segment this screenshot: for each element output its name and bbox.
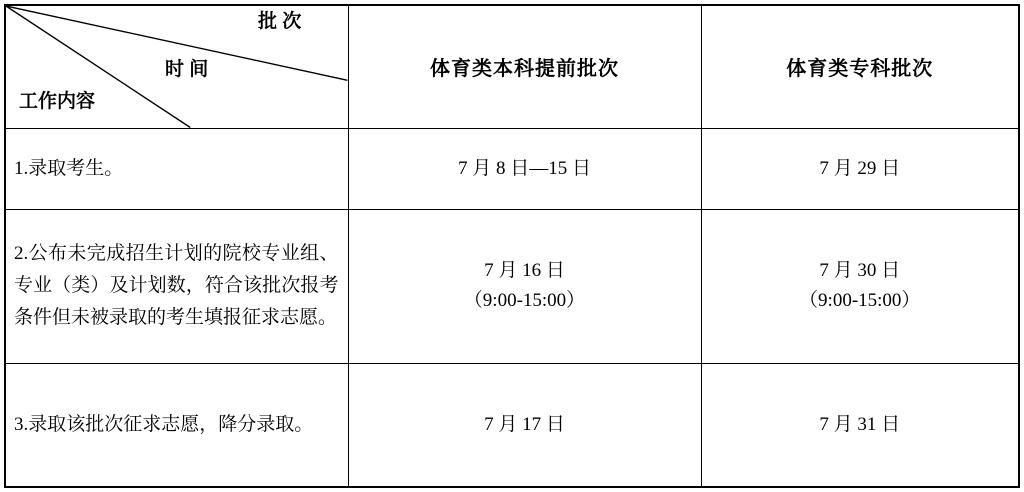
corner-label-time: 时 间 <box>165 59 209 80</box>
table-row <box>5 128 1019 209</box>
task-cell: 3.录取该批次征求志愿，降分录取。 <box>5 363 348 487</box>
date-cell-college <box>701 209 1019 363</box>
date-cell-college <box>701 128 1019 209</box>
date-line: 7 月 29 日 <box>819 157 901 179</box>
header-row <box>5 5 1019 128</box>
date-line: 7 月 16 日 <box>484 260 565 281</box>
corner-label-batch: 批 次 <box>258 11 302 32</box>
corner-label-work: 工作内容 <box>19 91 96 112</box>
date-line: 7 月 31 日 <box>819 413 901 435</box>
date-line: 7 月 17 日 <box>484 413 565 435</box>
time-line: （9:00-15:00） <box>799 290 921 311</box>
task-cell: 1.录取考生。 <box>5 128 348 209</box>
time-line: （9:00-15:00） <box>463 290 586 311</box>
date-cell-undergrad <box>348 209 701 363</box>
corner-cell <box>5 5 348 128</box>
date-cell-undergrad <box>348 128 701 209</box>
column-header-college-batch: 体育类专科批次 <box>701 5 1019 128</box>
date-cell-college <box>701 363 1019 487</box>
task-cell: 2.公布未完成招生计划的院校专业组、专业（类）及计划数，符合该批次报考条件但未被录取的考生填报征求志愿。 <box>5 209 348 363</box>
date-line: 7 月 30 日 <box>819 260 901 281</box>
column-header-undergrad-early-batch: 体育类本科提前批次 <box>348 5 701 128</box>
date-line: 7 月 8 日—15 日 <box>457 157 591 179</box>
table-row <box>5 363 1019 487</box>
admission-schedule-table <box>4 4 1020 488</box>
table-row <box>5 209 1019 363</box>
date-cell-undergrad <box>348 363 701 487</box>
